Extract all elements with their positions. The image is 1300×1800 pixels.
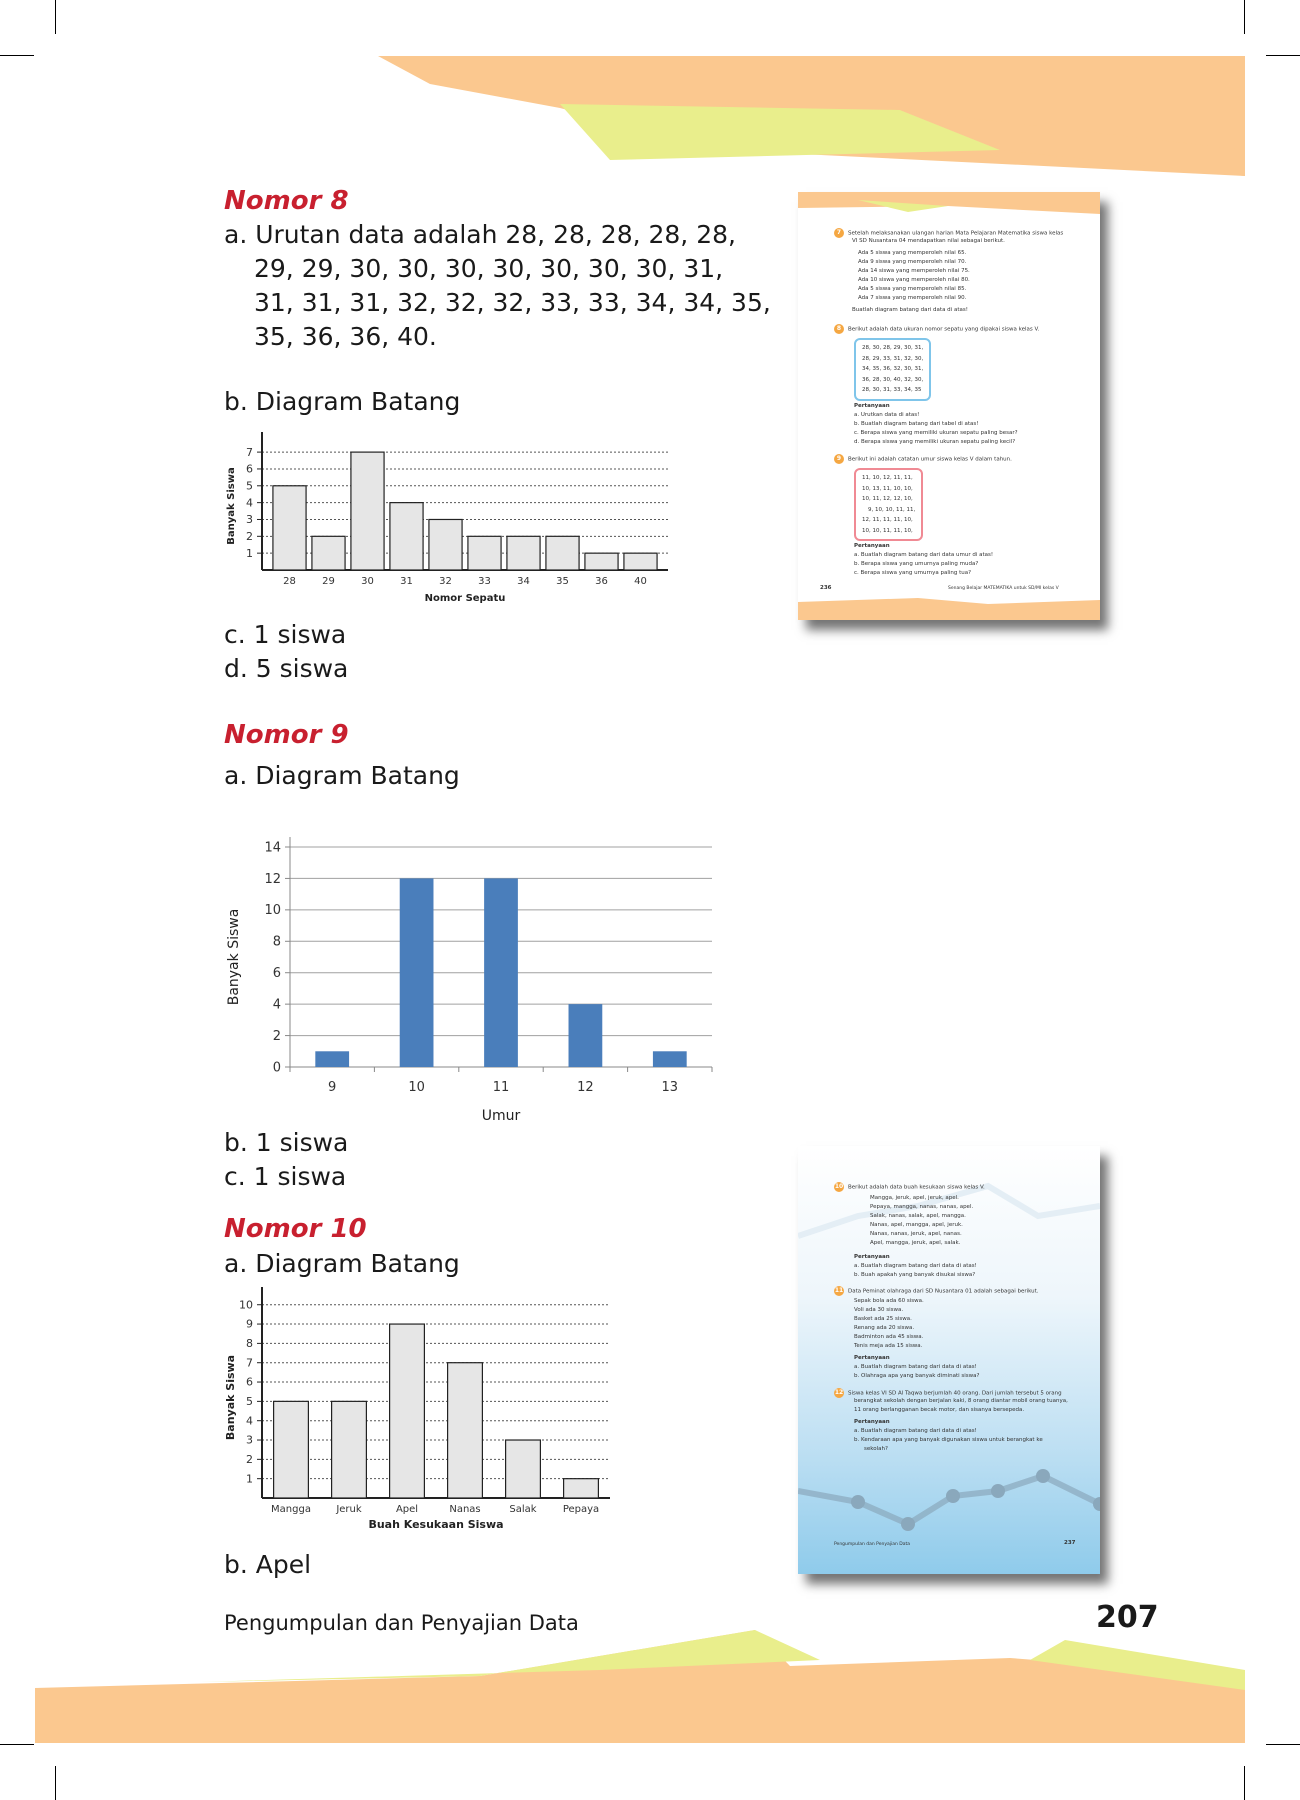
- y-axis-label: Banyak Siswa: [226, 908, 242, 1006]
- thumb-q11-data: Renang ada 20 siswa.: [854, 1325, 915, 1331]
- nomor-10-title: Nomor 10: [224, 1214, 367, 1244]
- bar-28: [273, 486, 306, 570]
- thumb-q10-question: b. Buah apakah yang banyak disukai siswa?: [854, 1272, 976, 1278]
- thumb-q9-data-box: [854, 468, 923, 541]
- thumb-q12-text: 11 orang berlangganan becak motor, dan sisanya bersepeda.: [854, 1407, 1025, 1413]
- y-tick-label: 6: [272, 966, 281, 982]
- thumb-q10-data: Mangga, jeruk, apel, jeruk, apel.: [870, 1195, 959, 1201]
- nomor-9-answer-b: b. 1 siswa: [224, 1128, 349, 1157]
- bar-12: [569, 1004, 603, 1067]
- x-tick-label: 33: [478, 576, 491, 587]
- y-tick-label: 9: [246, 1317, 253, 1331]
- x-axis-label: Buah Kesukaan Siswa: [368, 1518, 504, 1531]
- bar-36: [585, 553, 618, 570]
- y-tick-label: 8: [246, 1337, 253, 1351]
- bar-10: [400, 878, 434, 1067]
- thumb-q12-text: berangkat sekolah dengan berjalan kaki, 8 orang diantar mobil orang tuanya,: [854, 1398, 1068, 1404]
- y-axis-label: Banyak Siswa: [224, 1354, 237, 1441]
- y-tick-label: 6: [246, 1375, 253, 1389]
- bar-9: [315, 1051, 349, 1067]
- thumb-q10-data: Pepaya, mangga, nanas, nanas, apel.: [870, 1204, 974, 1210]
- chart-nomor-sepatu: [220, 420, 680, 610]
- thumb-q7-data: Ada 5 siswa yang memperoleh nilai 85.: [858, 286, 967, 292]
- y-tick-label: 6: [246, 462, 253, 476]
- nomor-9-title: Nomor 9: [224, 720, 349, 750]
- y-tick-label: 5: [246, 1395, 253, 1409]
- box-line: 11, 10, 12, 11, 11,: [862, 475, 913, 481]
- thumb-q7-data: Ada 7 siswa yang memperoleh nilai 90.: [858, 295, 967, 301]
- box-line: 10, 13, 11, 10, 10,: [862, 485, 913, 492]
- bottom-decorative-band: [0, 1620, 1300, 1750]
- thumb-q8-question: c. Berapa siswa yang memiliki ukuran sepatu paling besar?: [854, 430, 1018, 436]
- y-tick-label: 5: [246, 479, 253, 493]
- nomor-8-answer-b-label: b. Diagram Batang: [224, 387, 461, 416]
- box-line: 12, 11, 11, 11, 10,: [862, 517, 913, 523]
- thumb-q7-text: VI SD Nusantara 04 mendapatkan nilai sebagai berikut.: [852, 238, 1005, 244]
- thumb-q10-heading: Pertanyaan: [854, 1254, 890, 1260]
- thumb-q11-question: a. Buatlah diagram batang dari data di atas!: [854, 1364, 977, 1370]
- number-badge: 11: [834, 1287, 844, 1294]
- nomor-8-answer-c: c. 1 siswa: [224, 620, 347, 649]
- bar-Apel: [390, 1324, 425, 1498]
- box-line: 28, 30, 31, 33, 34, 35: [862, 387, 922, 393]
- thumb-q7-data: Ada 9 siswa yang memperoleh nilai 70.: [858, 259, 967, 265]
- box-line: 28, 29, 33, 31, 32, 30,: [862, 355, 924, 362]
- y-tick-label: 7: [246, 1356, 253, 1370]
- x-tick-label: 40: [634, 576, 647, 587]
- y-axis-label: Banyak Siswa: [226, 467, 237, 545]
- box-line: 34, 35, 36, 32, 30, 31,: [862, 366, 924, 372]
- nomor-10-answer-b: b. Apel: [224, 1550, 312, 1579]
- crop-mark: [55, 1766, 56, 1800]
- thumb-q7-data: Ada 10 siswa yang memperoleh nilai 80.: [858, 277, 970, 283]
- x-tick-label: 36: [595, 576, 608, 587]
- bar-31: [390, 503, 423, 570]
- thumb-q11-question: b. Olahraga apa yang banyak diminati siswa?: [854, 1373, 980, 1379]
- x-tick-label: Salak: [509, 1504, 537, 1515]
- thumb-q8-heading: Pertanyaan: [854, 403, 890, 409]
- thumb-q11: 11 Data Peminat olahraga dari SD Nusantara 01 adalah sebagai berikut.: [834, 1287, 1039, 1295]
- thumb-q7-data: Ada 14 siswa yang memperoleh nilai 75.: [858, 268, 970, 274]
- bar-Pepaya: [564, 1479, 599, 1498]
- x-tick-label: 34: [517, 576, 530, 587]
- y-tick-label: 7: [246, 445, 253, 459]
- footer-chapter-title: Pengumpulan dan Penyajian Data: [224, 1611, 579, 1635]
- nomor-8-answer-a: 31, 31, 31, 32, 32, 32, 33, 33, 34, 34, 35,: [254, 288, 771, 317]
- y-tick-label: 12: [264, 871, 281, 887]
- box-line: 36, 28, 30, 40, 32, 30,: [862, 376, 924, 383]
- x-tick-label: Nanas: [449, 1504, 481, 1515]
- thumb-q11-data: Voli ada 30 siswa.: [854, 1307, 904, 1313]
- bar-11: [484, 878, 518, 1067]
- box-line: 10, 11, 12, 12, 10,: [862, 496, 913, 502]
- y-tick-label: 0: [272, 1060, 281, 1076]
- thumbnail-page-236: [798, 192, 1100, 620]
- y-tick-label: 2: [272, 1028, 281, 1044]
- number-badge: 12: [834, 1389, 844, 1396]
- thumb-q11-heading: Pertanyaan: [854, 1355, 890, 1361]
- box-line: 10, 10, 11, 11, 10,: [862, 527, 913, 534]
- nomor-10-answer-a-label: a. Diagram Batang: [224, 1249, 460, 1278]
- y-tick-label: 14: [264, 840, 281, 856]
- thumb-q12-heading: Pertanyaan: [854, 1419, 890, 1425]
- bar-Jeruk: [332, 1401, 367, 1498]
- chart-buah-kesukaan: [220, 1280, 640, 1540]
- x-tick-label: Pepaya: [562, 1504, 600, 1515]
- thumb-q10-data: Apel, mangga, jeruk, apel, salak.: [870, 1240, 961, 1246]
- thumb-q7-task: Buatlah diagram batang dari data di atas!: [852, 307, 968, 313]
- nomor-9-answer-c: c. 1 siswa: [224, 1162, 347, 1191]
- x-tick-label: 13: [661, 1080, 679, 1095]
- bar-Mangga: [274, 1401, 309, 1498]
- x-axis-label: Umur: [481, 1108, 521, 1124]
- thumb-page-number: 237: [1064, 1540, 1076, 1546]
- y-tick-label: 2: [246, 529, 253, 543]
- x-tick-label: Mangga: [271, 1504, 311, 1515]
- y-tick-label: 8: [272, 934, 281, 950]
- nomor-8-title: Nomor 8: [224, 186, 349, 216]
- box-line: 28, 30, 28, 29, 30, 31,: [862, 345, 924, 351]
- bar-32: [429, 519, 462, 570]
- top-decorative-band: [0, 0, 1300, 190]
- crop-mark: [1244, 1766, 1245, 1800]
- thumbnail-top-band: [798, 192, 1100, 222]
- thumb-q12-question: a. Buatlah diagram batang dari data di atas!: [854, 1428, 977, 1434]
- y-tick-label: 4: [272, 997, 281, 1013]
- nomor-8-answer-a: 29, 29, 30, 30, 30, 30, 30, 30, 30, 31,: [254, 254, 724, 283]
- thumb-q9-question: a. Buatlah diagram batang dari data umur di atas!: [854, 552, 994, 558]
- thumb-q8-question: d. Berapa siswa yang memiliki ukuran sepatu paling kecil?: [854, 439, 1016, 445]
- bar-33: [468, 536, 501, 570]
- bar-Salak: [506, 1440, 541, 1498]
- y-tick-label: 1: [246, 546, 253, 560]
- thumb-q8: 8 Berikut adalah data ukuran nomor sepatu yang dipakai siswa kelas V.: [834, 324, 1039, 335]
- page-number: 207: [1096, 1600, 1159, 1635]
- thumb-q8-data-box: [854, 338, 931, 401]
- thumb-q10: 10 Berikut adalah data buah kesukaan siswa kelas V.: [834, 1183, 985, 1191]
- x-tick-label: 31: [400, 576, 413, 587]
- bar-30: [351, 452, 384, 570]
- thumb-q11-data: Sepak bola ada 60 siswa.: [854, 1298, 924, 1304]
- x-tick-label: 35: [556, 576, 569, 587]
- thumb-q11-data: Tenis meja ada 15 siswa.: [854, 1343, 923, 1349]
- thumb-q10-question: a. Buatlah diagram batang dari data di atas!: [854, 1263, 977, 1269]
- thumb-q12-question: b. Kendaraan apa yang banyak digunakan siswa untuk berangkat ke: [854, 1437, 1043, 1443]
- thumbnail-bottom-band: [798, 596, 1100, 620]
- y-tick-label: 10: [264, 903, 281, 919]
- number-badge: 10: [834, 1183, 844, 1190]
- x-tick-label: 30: [361, 576, 374, 587]
- nomor-9-answer-a-label: a. Diagram Batang: [224, 761, 460, 790]
- x-tick-label: 32: [439, 576, 452, 587]
- thumb-chapter-title: Pengumpulan dan Penyajian Data: [834, 1542, 911, 1547]
- x-tick-label: 11: [492, 1080, 510, 1095]
- thumb-book-title: Senang Belajar MATEMATIKA untuk SD/MI kelas V: [948, 586, 1059, 591]
- x-tick-label: Apel: [395, 1504, 419, 1515]
- thumb-q12-question: sekolah?: [864, 1446, 888, 1452]
- bar-34: [507, 536, 540, 570]
- bar-13: [653, 1051, 687, 1067]
- y-tick-label: 2: [246, 1453, 253, 1467]
- thumb-q9-question: c. Berapa siswa yang umurnya paling tua?: [854, 570, 972, 576]
- number-badge: 9: [834, 454, 844, 464]
- number-badge: 8: [834, 324, 844, 334]
- x-axis-label: Nomor Sepatu: [424, 593, 506, 604]
- thumb-q8-question: b. Buatlah diagram batang dari tabel di atas!: [854, 421, 979, 427]
- thumb-q12: 12 Siswa kelas VI SD Al Taqwa berjumlah 40 orang. Dari jumlah tersebut 5 orang: [834, 1389, 1062, 1397]
- x-tick-label: 29: [322, 576, 335, 587]
- thumb-q11-data: Basket ada 25 siswa.: [854, 1316, 912, 1322]
- x-tick-label: 9: [328, 1080, 337, 1095]
- y-tick-label: 4: [246, 496, 253, 510]
- thumb-q7-data: Ada 5 siswa yang memperoleh nilai 65.: [858, 250, 967, 256]
- thumb-q10-data: Salak, nanas, salak, apel, mangga.: [870, 1213, 966, 1219]
- y-tick-label: 4: [246, 1414, 253, 1428]
- nomor-8-answer-a: 35, 36, 36, 40.: [254, 322, 437, 351]
- thumb-q9-question: b. Berapa siswa yang umurnya paling muda?: [854, 561, 979, 567]
- bar-40: [624, 553, 657, 570]
- bar-Nanas: [448, 1363, 483, 1498]
- thumb-q9-heading: Pertanyaan: [854, 543, 890, 549]
- x-tick-label: Jeruk: [336, 1504, 362, 1515]
- chart-umur: [220, 830, 740, 1130]
- thumb-page-number: 236: [820, 585, 832, 591]
- y-tick-label: 1: [246, 1472, 253, 1486]
- nomor-8-answer-a: a. Urutan data adalah 28, 28, 28, 28, 28,: [224, 220, 736, 249]
- number-badge: 7: [834, 228, 844, 238]
- x-tick-label: 28: [283, 576, 296, 587]
- bar-35: [546, 536, 579, 570]
- x-tick-label: 12: [577, 1080, 594, 1095]
- thumb-q11-data: Badminton ada 45 siswa.: [854, 1334, 924, 1340]
- y-tick-label: 3: [246, 513, 253, 527]
- box-line: 9, 10, 10, 11, 11,: [868, 506, 916, 513]
- thumb-q10-data: Nanas, nanas, jeruk, apel, nanas.: [870, 1231, 962, 1237]
- thumbnail-page-237: [798, 1146, 1100, 1574]
- bar-29: [312, 536, 345, 570]
- thumb-q10-data: Nanas, apel, mangga, apel, jeruk.: [870, 1222, 963, 1228]
- thumb-q9: 9 Berikut ini adalah catatan umur siswa kelas V dalam tahun.: [834, 454, 1012, 465]
- nomor-8-answer-d: d. 5 siswa: [224, 654, 349, 683]
- y-tick-label: 10: [239, 1298, 253, 1312]
- thumb-q8-question: a. Urutkan data di atas!: [854, 412, 920, 418]
- x-tick-label: 10: [408, 1080, 425, 1095]
- thumb-q7: 7 Setelah melaksanakan ulangan harian Mata Pelajaran Matematika siswa kelas: [834, 228, 1063, 239]
- y-tick-label: 3: [246, 1433, 253, 1447]
